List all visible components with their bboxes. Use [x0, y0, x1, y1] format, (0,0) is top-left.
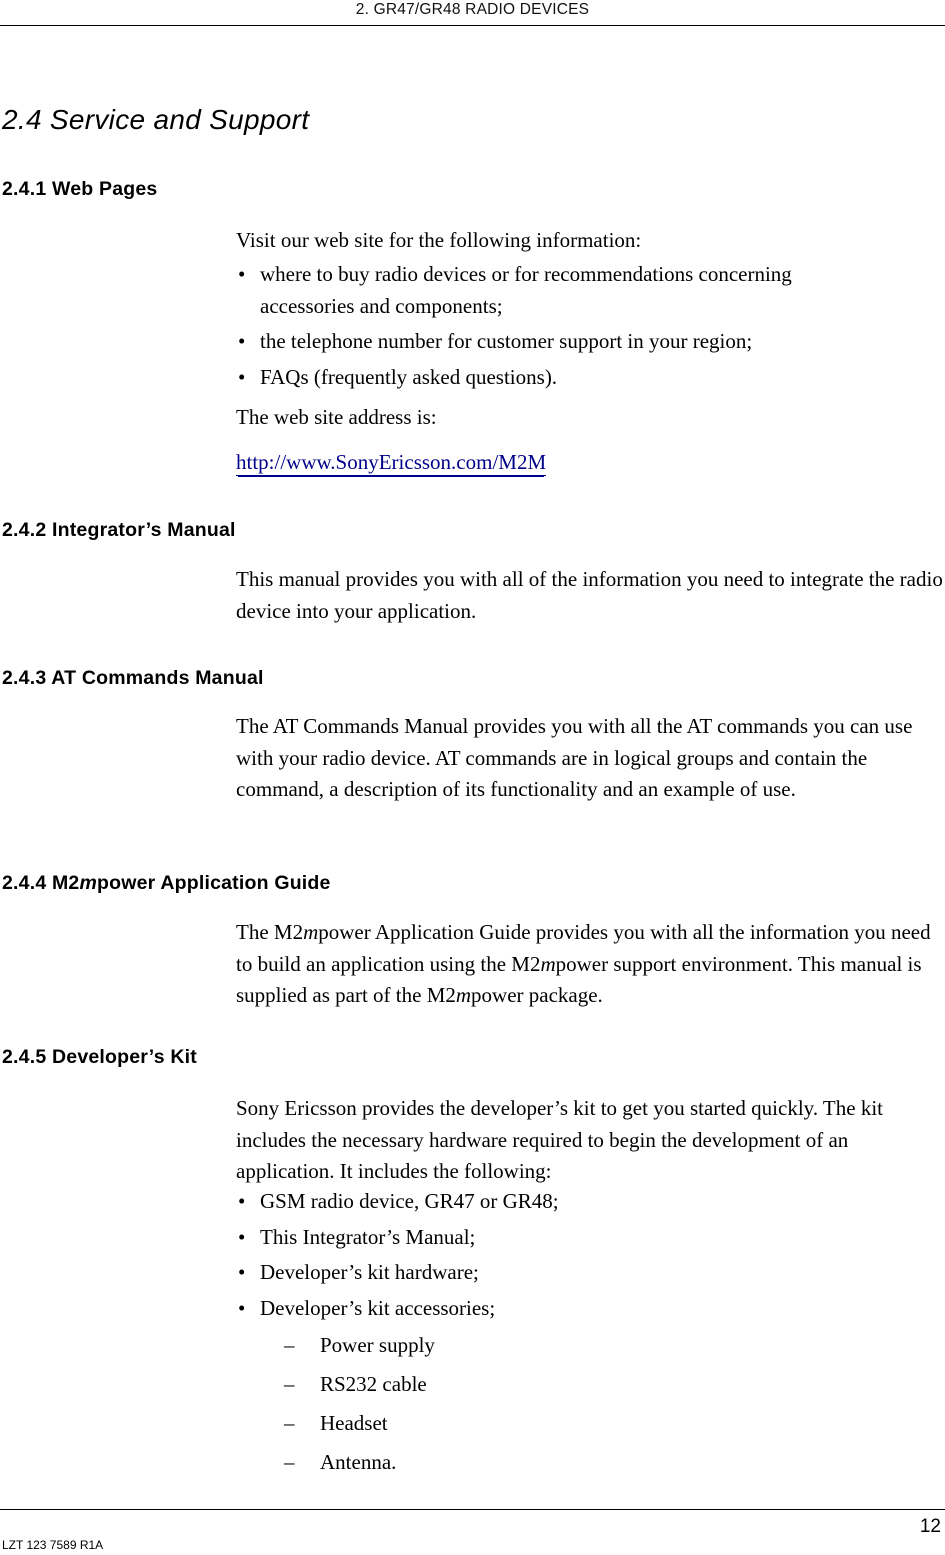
heading-at-commands-manual: 2.4.3 AT Commands Manual	[2, 667, 264, 689]
bullet-icon: •	[238, 364, 246, 389]
heading-m2mpower-guide	[2, 872, 331, 895]
list-item-text: Antenna.	[320, 1450, 397, 1474]
bullet-icon: •	[238, 1260, 246, 1284]
document-id: LZT 123 7589 R1A	[2, 1538, 104, 1552]
section-title: 2.4 Service and Support	[2, 104, 310, 135]
developers-kit-body: Sony Ericsson provides the developer’s kit to get you started quickly. The kit includes the necessary hardware required to begin the development of an application. It includes the following:	[236, 1096, 884, 1183]
web-address-link[interactable]: http://www.SonyEricsson.com/M2M	[236, 450, 547, 474]
integrators-manual-body: This manual provides you with all of the information you need to integrate the radio device into your application.	[236, 567, 943, 623]
list-item	[236, 1186, 944, 1218]
list-item-text: Developer’s kit accessories;	[260, 1295, 496, 1320]
list-item-text: where to buy radio devices or for recommendations concerning accessories and components;	[260, 262, 792, 318]
bullet-icon: •	[238, 1295, 246, 1320]
list-item-text: This Integrator’s Manual;	[260, 1224, 476, 1249]
heading-m2mpower-italic: m	[79, 872, 98, 894]
list-item-text: the telephone number for customer support in your region;	[260, 329, 753, 353]
heading-developers-kit: 2.4.5 Developer’s Kit	[2, 1046, 197, 1068]
web-address-label: The web site address is:	[236, 405, 437, 429]
bullet-icon: •	[238, 329, 246, 353]
dash-icon: –	[284, 1411, 295, 1435]
m2mpower-body-text: power package.	[471, 983, 603, 1007]
bullet-icon: •	[238, 1189, 246, 1213]
footer-rule	[0, 1509, 945, 1510]
list-item	[236, 362, 944, 394]
web-pages-intro: Visit our web site for the following information:	[236, 228, 642, 252]
m2mpower-body-text: power support environment. This manual is supplied as part of the M2	[236, 951, 922, 1007]
list-item-text: GSM radio device, GR47 or GR48;	[260, 1189, 559, 1213]
m2mpower-body-italic: m	[303, 920, 319, 944]
list-item	[236, 1257, 944, 1289]
developers-kit-bullet-list	[236, 1186, 944, 1328]
dash-icon: –	[284, 1450, 295, 1474]
list-item-text: Power supply	[320, 1333, 435, 1357]
at-commands-body: The AT Commands Manual provides you with all the AT commands you can use with your radio device. AT commands are in logical groups and contain the command, a description of its functionality and an example of use.	[236, 714, 913, 801]
list-item	[236, 326, 944, 358]
page-number: 12	[919, 1516, 941, 1537]
header-rule	[0, 25, 945, 26]
list-item-text: RS232 cable	[320, 1372, 427, 1396]
list-item	[284, 1404, 435, 1443]
web-pages-bullet-list	[236, 259, 944, 397]
heading-web-pages: 2.4.1 Web Pages	[2, 178, 158, 200]
accessories-dash-list	[284, 1326, 435, 1482]
list-item-text: FAQs (frequently asked questions).	[260, 364, 558, 389]
heading-m2mpower-suffix: power Application Guide	[97, 872, 331, 894]
list-item	[236, 1293, 944, 1325]
list-item	[284, 1365, 435, 1404]
bullet-icon: •	[238, 262, 246, 286]
running-header: 2. GR47/GR48 RADIO DEVICES	[355, 1, 590, 18]
m2mpower-body	[236, 917, 944, 1012]
dash-icon: –	[284, 1372, 295, 1396]
list-item	[236, 259, 860, 322]
heading-integrators-manual: 2.4.2 Integrator’s Manual	[2, 519, 236, 541]
web-address-container	[236, 447, 546, 479]
list-item-text: Headset	[320, 1411, 388, 1435]
list-item-text: Developer’s kit hardware;	[260, 1260, 479, 1284]
list-item	[284, 1443, 435, 1482]
m2mpower-body-text: The M2	[236, 920, 304, 944]
m2mpower-body-text: power Application Guide provides you with all the information you need to build an application using the M2	[236, 920, 931, 976]
list-item	[284, 1326, 435, 1365]
m2mpower-body-italic: m	[540, 951, 556, 976]
m2mpower-body-italic: m	[455, 983, 472, 1007]
dash-icon: –	[284, 1333, 295, 1357]
list-item	[236, 1222, 944, 1254]
heading-m2mpower-prefix: 2.4.4 M2	[2, 872, 80, 894]
bullet-icon: •	[238, 1224, 246, 1249]
